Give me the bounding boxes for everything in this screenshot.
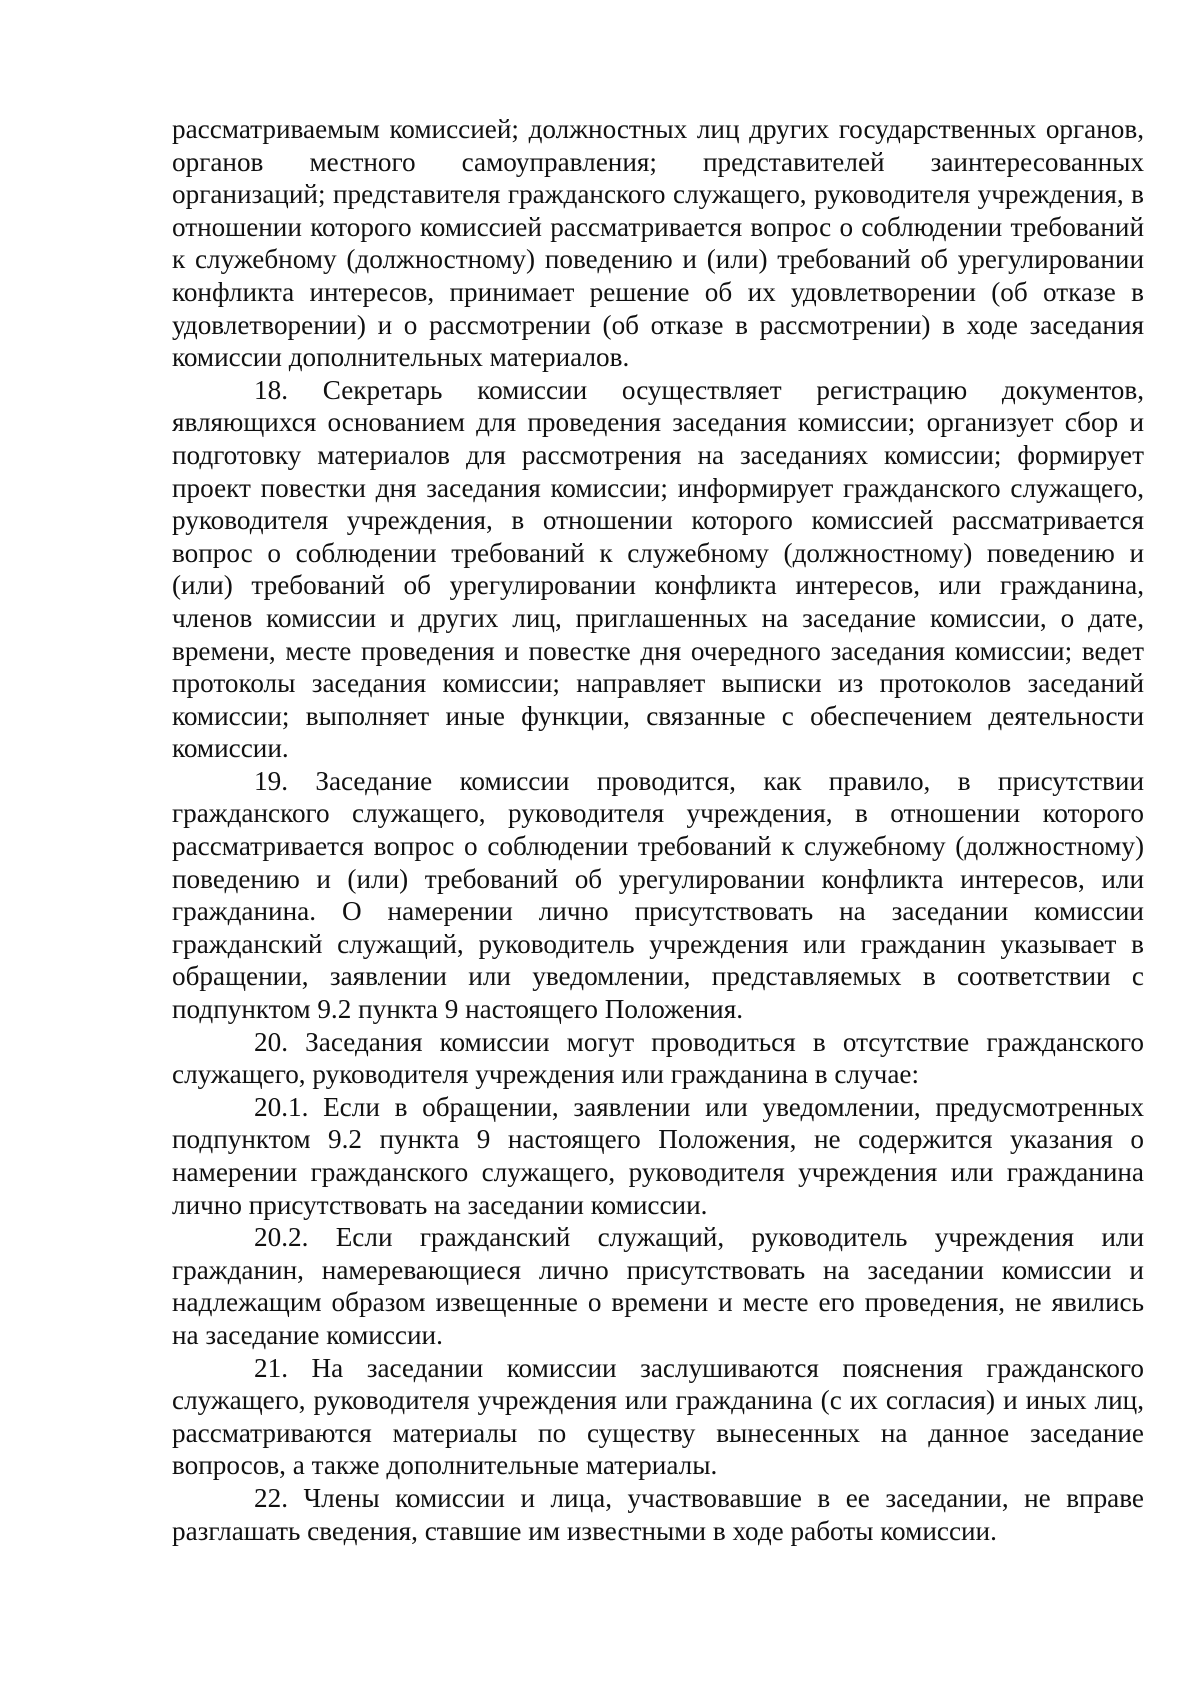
paragraph-20: 20. Заседания комиссии могут проводиться в отсутствие гражданского служащего, руководителя учреждения или гражданина в случае: [172,1026,1144,1090]
paragraph-18: 18. Секретарь комиссии осуществляет регистрацию документов, являющихся основанием для проведения заседания комиссии; организует сбор и подготовку материалов для рассмотрения на заседаниях комиссии; формирует проект повестки дня заседания комиссии; информирует гражданского служащего, руководителя учреждения, в отношении которого комиссией рассматривается вопрос о соблюдении требований к служебному (должностному) поведению и (или) требований об урегулировании конфликта интересов, или гражданина, членов комиссии и других лиц, приглашенных на заседание комиссии, о дате, времени, месте проведения и повестке дня очередного заседания комиссии; ведет протоколы заседания комиссии; направляет выписки из протоколов заседаний комиссии; выполняет иные функции, связанные с обеспечением деятельности комиссии. [172,374,1144,764]
paragraph-19: 19. Заседание комиссии проводится, как правило, в присутствии гражданского служащего, руководителя учреждения, в отношении которого рассматривается вопрос о соблюдении требований к служебному (должностному) поведению и (или) требований об урегулировании конфликта интересов, или гражданина. О намерении лично присутствовать на заседании комиссии гражданский служащий, руководитель учреждения или гражданин указывает в обращении, заявлении или уведомлении, представляемых в соответствии с подпунктом 9.2 пункта 9 настоящего Положения. [172,765,1144,1025]
paragraph-20-1: 20.1. Если в обращении, заявлении или уведомлении, предусмотренных подпунктом 9.2 пункта 9 настоящего Положения, не содержится указания о намерении гражданского служащего, руководителя учреждения или гражданина лично присутствовать на заседании комиссии. [172,1091,1144,1220]
paragraph-21: 21. На заседании комиссии заслушиваются пояснения гражданского служащего, руководителя учреждения или гражданина (с их согласия) и иных лиц, рассматриваются материалы по существу вынесенных на данное заседание вопросов, а также дополнительные материалы. [172,1352,1144,1481]
paragraph-22: 22. Члены комиссии и лица, участвовавшие в ее заседании, не вправе разглашать сведения, ставшие им известными в ходе работы комиссии. [172,1482,1144,1546]
paragraph-20-2: 20.2. Если гражданский служащий, руководитель учреждения или гражданин, намеревающиеся лично присутствовать на заседании комиссии и надлежащим образом извещенные о времени и месте его проведения, не явились на заседание комиссии. [172,1222,1144,1350]
paragraph-17-continued: рассматриваемым комиссией; должностных лиц других государственных органов, органов местного самоуправления; представителей заинтересованных организаций; представителя гражданского служащего, руководителя учреждения, в отношении которого комиссией рассматривается вопрос о соблюдении требований к служебному (должностному) поведению и (или) требований об урегулировании конфликта интересов, принимает решение об их удовлетворении (об отказе в удовлетворении) и о рассмотрении (об отказе в рассмотрении) в ходе заседания комиссии дополнительных материалов. [172,114,1144,373]
document-page [172,113,1144,1547]
